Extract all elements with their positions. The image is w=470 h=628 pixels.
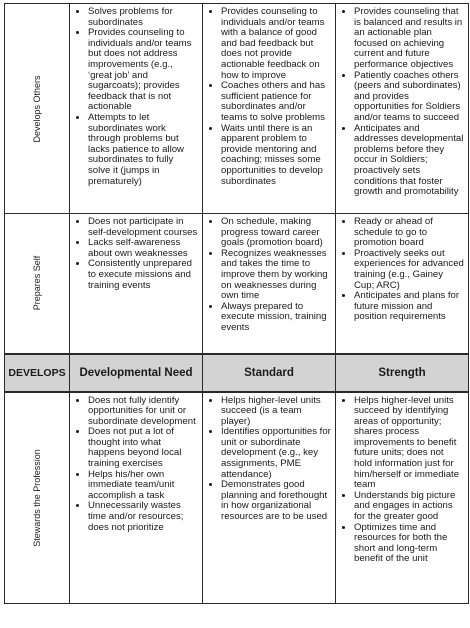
bullet-item: • Anticipates and plans for future mission and position requirements [354,291,464,323]
bullet-item: • Always prepared to execute mission, training events [221,302,331,334]
bullet-item: • Does not participate in self-development courses [88,217,198,238]
bullet-item: • Helps higher-level units succeed by identifying areas of opportunity; shares process improvements to benefit future units; does not hold information just for him/herself or immediate team [354,396,464,491]
rubric-document [4,3,468,604]
bullet-item: • Solves problems for subordinates [88,7,198,28]
bullet-item: • Anticipates and addresses developmental problems before they occur in Soldiers; proactively sets conditions that foster growth and promotability [354,124,464,198]
bullet-item: • Provides counseling that is balanced and results in an actionable plan focused on achieving current and future performance objectives [354,7,464,71]
bullet-item: • Helps his/her own immediate team/unit accomplish a task [88,470,198,502]
bullet-item: • Does not put a lot of thought into what happens beyond local training exercises [88,427,198,469]
bullet-list [70,214,202,294]
bullet-item: • On schedule, making progress toward career goals (promotion board) [221,217,331,249]
header-strength: Strength [336,354,469,392]
row-label-develops-others: Develops Others [32,74,42,143]
rubric-header-row [5,354,469,392]
bullet-item: • Ready or ahead of schedule to go to promotion board [354,217,464,249]
bullet-list [70,4,202,190]
bullet-item: • Provides counseling to individuals and/or teams but does not address improvements (e.g., ‘great job’ and sugarcoats); provides feedback that is not actionable [88,28,198,113]
header-developmental-need: Developmental Need [70,354,203,392]
bullet-item: • Demonstrates good planning and forethought in how organizational resources are to be used [221,480,331,522]
bullet-list [203,214,335,337]
bullet-list [203,4,335,190]
develops-others-row [5,4,469,214]
bullet-item: • Does not fully identify opportunities for unit or subordinate development [88,396,198,428]
header-develops: DEVELOPS [5,354,70,392]
prepares-self-row [5,214,469,354]
cell-standard [203,392,336,604]
header-standard: Standard [203,354,336,392]
bullet-item: • Recognizes weaknesses and takes the time to improve them by working on weaknesses during own time [221,249,331,302]
side-label-cell [5,214,70,354]
rubric-table [4,3,469,604]
cell-developmental-need [70,214,203,354]
bullet-item: • Lacks self-awareness about own weaknesses [88,238,198,259]
bullet-item: • Patiently coaches others (peers and subordinates) and provides opportunities for Soldiers and/or teams to succeed [354,71,464,124]
stewards-profession-row [5,392,469,604]
bullet-item: • Helps higher-level units succeed (is a team player) [221,396,331,428]
bullet-item: • Consistently unprepared to execute missions and training events [88,259,198,291]
bullet-item: • Provides counseling to individuals and/or teams with a balance of good and bad feedback but does not provide actionable feedback on how to improve [221,7,331,81]
bullet-list [70,393,202,537]
cell-strength [336,214,469,354]
bullet-item: • Waits until there is an apparent problem to provide mentoring and coaching; misses some opportunities to develop subordinates [221,124,331,188]
cell-developmental-need [70,392,203,604]
side-label-cell [5,392,70,604]
cell-strength [336,392,469,604]
bullet-item: • Understands big picture and engages in actions for the greater good [354,491,464,523]
cell-standard [203,4,336,214]
cell-strength [336,4,469,214]
row-label-prepares-self: Prepares Self [32,255,42,311]
bullet-list [336,4,468,201]
bullet-item: • Coaches others and has sufficient patience for subordinates and/or teams to solve problems [221,81,331,123]
bullet-list [203,393,335,526]
bullet-item: • Unnecessarily wastes time and/or resources; does not prioritize [88,501,198,533]
bullet-item: • Attempts to let subordinates work through problems but lacks patience to allow subordinates to fully solve it (jumps in prematurely) [88,113,198,187]
row-label-stewards-the-profession: Stewards the Profession [32,448,42,547]
cell-developmental-need [70,4,203,214]
bullet-list [336,393,468,569]
bullet-item: • Proactively seeks out experiences for advanced training (e.g., Gainey Cup; ARC) [354,249,464,291]
bullet-list [336,214,468,326]
side-label-cell [5,4,70,214]
bullet-item: • Identifies opportunities for unit or subordinate development (e.g., key assignments, PME attendance) [221,427,331,480]
cell-standard [203,214,336,354]
bullet-item: • Optimizes time and resources for both the short and long-term benefit of the unit [354,523,464,565]
